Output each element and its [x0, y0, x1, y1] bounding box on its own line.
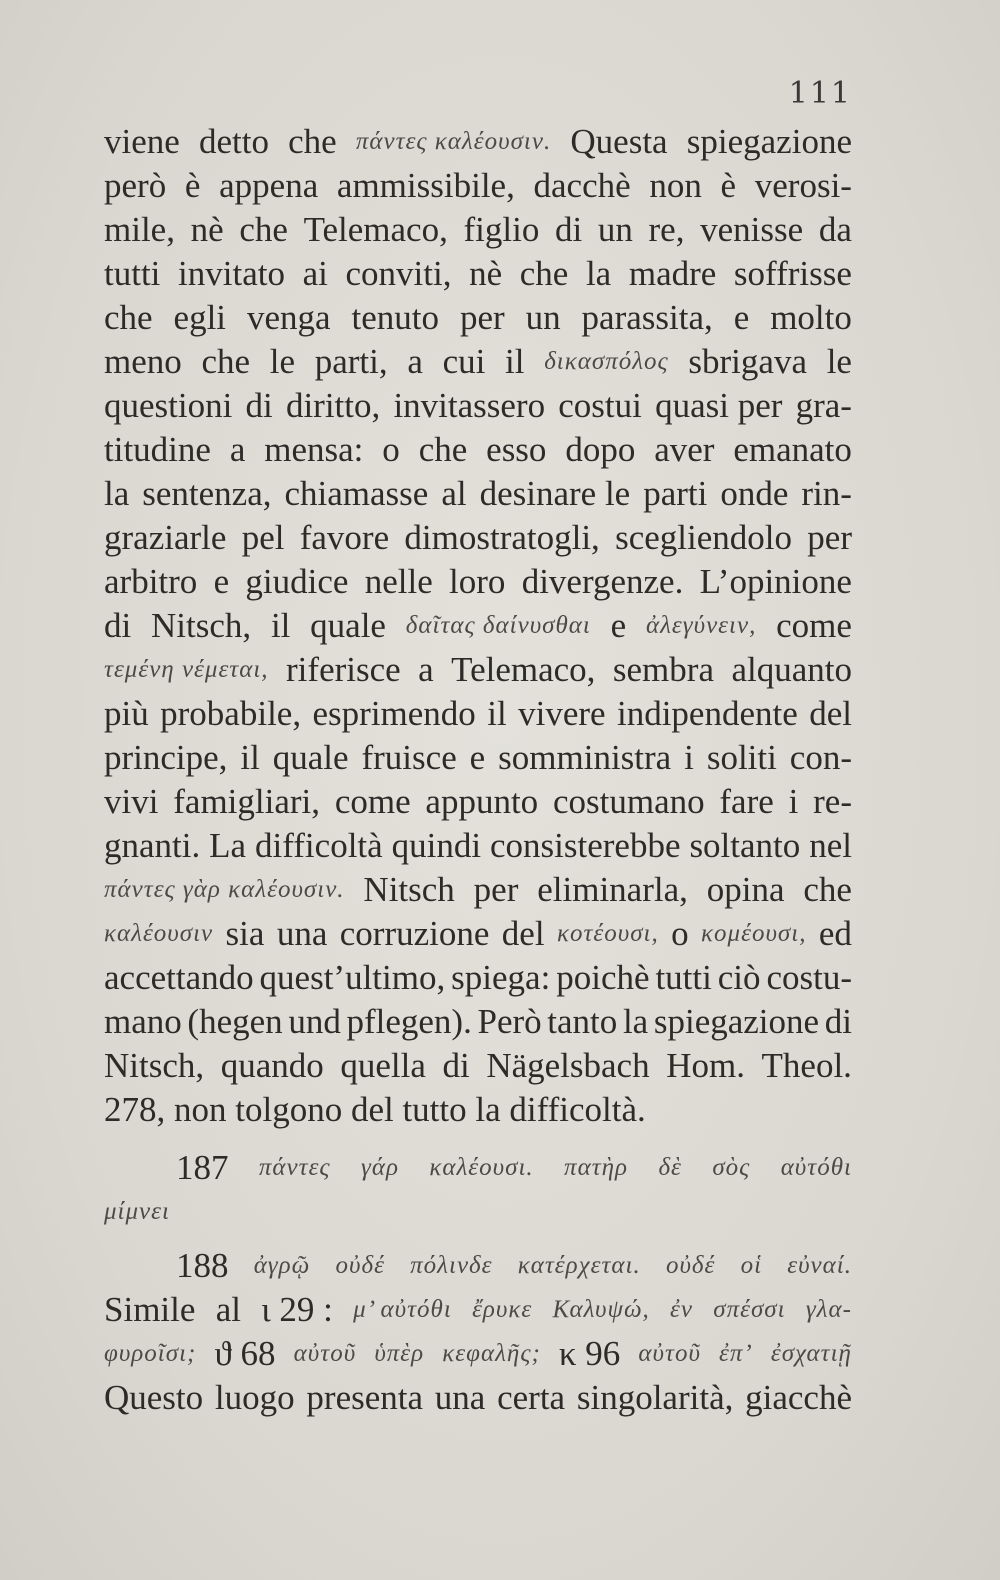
word: spiegazione: [686, 122, 852, 161]
text-line: 278, non tolgono del tutto la difficoltà.: [104, 1090, 646, 1129]
word: quando: [220, 1046, 324, 1085]
word: sia: [225, 914, 265, 953]
word: soffrisse: [733, 254, 852, 293]
word: figlio: [463, 210, 540, 249]
word: le: [269, 342, 296, 381]
word: Questa: [570, 122, 668, 161]
word: quest’ultimo,: [259, 958, 446, 997]
word: Nitsch,: [151, 606, 252, 645]
word: venisse: [700, 210, 804, 249]
text-line: [104, 648, 852, 692]
greek-word: αὐτοῦ: [638, 1340, 701, 1367]
word: i: [788, 782, 799, 821]
text-line: [104, 164, 852, 208]
word: pel: [241, 518, 285, 557]
greek-word: ι 29 :: [261, 1290, 333, 1329]
word: Questo: [104, 1378, 204, 1417]
greek-word: μ’ αὐτόθι: [353, 1296, 452, 1323]
text-line: [104, 1000, 852, 1044]
word: dacchè: [533, 166, 631, 205]
word: che: [519, 254, 569, 293]
word: esso: [486, 430, 547, 469]
word: per: [473, 870, 519, 909]
word: meno: [104, 342, 182, 381]
word: verosi-: [754, 166, 852, 205]
word: quindi: [391, 826, 482, 865]
word: giudice: [245, 562, 349, 601]
word: un: [525, 298, 561, 337]
text-line: [104, 384, 852, 428]
word: quella: [340, 1046, 426, 1085]
word: accettando: [104, 958, 254, 997]
word: e: [733, 298, 750, 337]
word: diritto,: [285, 386, 381, 425]
word: loro: [449, 562, 506, 601]
word: arbitro: [104, 562, 198, 601]
word: luogo: [214, 1378, 295, 1417]
word: nè: [190, 210, 224, 249]
word: tutti: [655, 958, 712, 997]
word: di: [554, 210, 583, 249]
word: la: [104, 474, 130, 513]
greek-word: δικασπόλος: [544, 348, 669, 375]
word: divergenze.: [521, 562, 684, 601]
greek-word: γλα-: [805, 1296, 852, 1323]
greek-word: κ 96: [558, 1334, 621, 1373]
greek-word: ἐπ’: [719, 1340, 753, 1367]
word: però: [104, 166, 167, 205]
word: spiegazione: [653, 1002, 820, 1041]
word: ed: [818, 914, 852, 953]
greek-word: πάντες καλέουσιν.: [355, 128, 552, 155]
word: cui: [442, 342, 486, 381]
word: o: [671, 914, 689, 953]
word: Hom.: [666, 1046, 745, 1085]
word: vivere: [518, 694, 606, 733]
greek-word: ἀλεγύνειν,: [645, 612, 757, 639]
word: come: [334, 782, 411, 821]
word: favore: [299, 518, 390, 557]
greek-word: ϑ 68: [214, 1334, 276, 1373]
greek-word: οἱ: [740, 1252, 763, 1279]
greek-word: κατέρχεται.: [517, 1252, 641, 1279]
word: invitato: [178, 254, 285, 293]
word: Però: [477, 1002, 542, 1041]
word: molto: [770, 298, 852, 337]
word: famigliari,: [173, 782, 321, 821]
body-text: [104, 120, 852, 1420]
word: scegliendolo: [615, 518, 792, 557]
word: sbrigava: [688, 342, 807, 381]
greek-word: ἔρυκε: [472, 1296, 533, 1323]
text-line: [104, 472, 852, 516]
word: il: [487, 694, 507, 733]
word: tanto: [547, 1002, 618, 1041]
word: egli: [173, 298, 227, 337]
greek-word: ἐσχατιῇ: [770, 1340, 852, 1367]
greek-word: πόλινδε: [410, 1252, 493, 1279]
word: al: [441, 474, 467, 513]
word: difficoltà: [255, 826, 383, 865]
word: che: [239, 210, 288, 249]
word: appena: [219, 166, 319, 205]
word: tenuto: [351, 298, 439, 337]
word: corruzione: [339, 914, 490, 953]
greek-word: αὐτοῦ: [293, 1340, 357, 1367]
word: e: [469, 738, 486, 777]
greek-word: δαῖτας δαίνυσθαι: [405, 612, 591, 639]
text-line: [104, 956, 852, 1000]
text-line: [104, 252, 852, 296]
word: certa: [497, 1378, 566, 1417]
greek-word: πάντες γὰρ καλέουσιν.: [104, 876, 345, 903]
word: che: [104, 298, 153, 337]
word: gra-: [795, 386, 852, 425]
word: chiamasse: [284, 474, 429, 513]
word: per: [459, 298, 505, 337]
word: più: [104, 694, 149, 733]
word: quasi per: [655, 386, 783, 425]
word: Simile: [104, 1290, 196, 1329]
word: re-: [813, 782, 852, 821]
word: i: [684, 738, 694, 777]
word: mensa:: [264, 430, 364, 469]
word: Nitsch,: [104, 1046, 205, 1085]
text-line: [104, 516, 852, 560]
word: il: [240, 738, 260, 777]
greek-word: πάντες: [258, 1154, 331, 1181]
word: ciò: [717, 958, 761, 997]
word: poichè: [556, 958, 650, 997]
word: sembra: [612, 650, 714, 689]
greek-word: αὐτόθι: [780, 1154, 852, 1181]
word: conviti,: [345, 254, 452, 293]
word: Telemaco,: [303, 210, 448, 249]
verse-entry-187: [104, 1146, 852, 1190]
simile-line-2: [104, 1332, 852, 1376]
word: viene: [104, 122, 180, 161]
word: e: [610, 606, 627, 645]
word: che: [803, 870, 852, 909]
greek-word: ὑπὲρ: [374, 1340, 425, 1367]
word: il: [505, 342, 525, 381]
word: da: [818, 210, 852, 249]
word: ammissibile,: [336, 166, 515, 205]
final-line: [104, 1376, 852, 1420]
word: indipendente: [616, 694, 798, 733]
greek-word: φυροῖσι;: [104, 1340, 197, 1367]
word: una: [276, 914, 328, 953]
word: gnanti.: [104, 826, 201, 865]
word: di: [442, 1046, 470, 1085]
word: quale: [310, 606, 386, 645]
word: Nägelsbach: [486, 1046, 650, 1085]
word: aver: [654, 430, 715, 469]
text-line: [104, 868, 852, 912]
word: Nitsch: [363, 870, 455, 909]
word: soltanto: [689, 826, 801, 865]
word: desinare le: [479, 474, 631, 513]
page-number: 111: [788, 76, 852, 111]
word: sentenza,: [142, 474, 272, 513]
word: dimostratogli,: [404, 518, 600, 557]
word: 188: [176, 1246, 229, 1285]
word: eliminarla,: [537, 870, 688, 909]
word: il: [270, 606, 291, 645]
paragraph-lines: [104, 120, 852, 1088]
word: la: [622, 1002, 649, 1041]
greek-word: κομέουσι,: [701, 920, 807, 947]
word: opina: [706, 870, 785, 909]
word: dopo: [565, 430, 636, 469]
greek-word: σπέσσι: [713, 1296, 786, 1323]
word: la: [585, 254, 612, 293]
word: e: [213, 562, 230, 601]
word: L’opinione: [699, 562, 852, 601]
word: nè: [469, 254, 503, 293]
word: del: [501, 914, 545, 953]
word: costumano: [552, 782, 705, 821]
greek-word: οὐδέ: [665, 1252, 716, 1279]
word: spiega:: [451, 958, 551, 997]
word: graziarle: [104, 518, 227, 557]
word: pflegen).: [346, 1002, 472, 1041]
text-line: [104, 340, 852, 384]
greek-word: καλέουσιν: [104, 920, 214, 947]
word: di: [104, 606, 132, 645]
word: soliti: [706, 738, 777, 777]
word: costui: [558, 386, 642, 425]
word: detto: [198, 122, 269, 161]
word: Theol.: [761, 1046, 852, 1085]
greek-word: Καλυψώ,: [552, 1296, 650, 1323]
greek-word: εὐναί.: [787, 1252, 852, 1279]
greek-word: οὐδέ: [335, 1252, 385, 1279]
word: a: [229, 430, 246, 469]
word: parassita,: [581, 298, 713, 337]
word: esprimendo: [312, 694, 476, 733]
greek-text: μίμνει: [104, 1198, 170, 1225]
word: giacchè: [745, 1378, 852, 1417]
text-line: [104, 692, 852, 736]
text-line: [104, 296, 852, 340]
word: che: [288, 122, 337, 161]
greek-word: ἐν: [670, 1296, 693, 1323]
word: alquanto: [731, 650, 852, 689]
word: nelle: [364, 562, 433, 601]
word: somministra: [498, 738, 672, 777]
word: und: [288, 1002, 341, 1041]
word: presenta: [306, 1378, 424, 1417]
word: madre: [628, 254, 717, 293]
word: Telemaco,: [451, 650, 596, 689]
text-line: [104, 1044, 852, 1088]
word: una: [434, 1378, 486, 1417]
greek-word: κεφαλῆς;: [442, 1340, 541, 1367]
simile-line: [104, 1288, 852, 1332]
word: singolarità,: [576, 1378, 734, 1417]
text-line: [104, 736, 852, 780]
paragraph-last-line: [104, 1088, 852, 1132]
word: costu-: [766, 958, 852, 997]
text-line: [104, 120, 852, 164]
word: nel: [809, 826, 852, 865]
word: invitassero: [393, 386, 546, 425]
word: venga: [246, 298, 331, 337]
greek-word: δὲ: [658, 1154, 682, 1181]
word: con-: [789, 738, 852, 777]
word: principe,: [104, 738, 228, 777]
word: La: [209, 826, 247, 865]
word: emanato: [733, 430, 852, 469]
text-line: [104, 780, 852, 824]
text-line: [104, 560, 852, 604]
word: che: [418, 430, 468, 469]
text-line: [104, 824, 852, 868]
word: al: [215, 1290, 241, 1329]
word: re,: [648, 210, 685, 249]
word: del: [809, 694, 852, 733]
word: tutti: [104, 254, 161, 293]
word: a: [418, 650, 434, 689]
word: come: [776, 606, 852, 645]
greek-word: τεμένη νέμεται,: [104, 656, 269, 683]
word: appunto: [425, 782, 539, 821]
text-line: [104, 208, 852, 252]
word: mile,: [104, 210, 175, 249]
word: a: [407, 342, 423, 381]
word: vivi: [104, 782, 159, 821]
greek-word: καλέουσι.: [429, 1154, 534, 1181]
text-line: [104, 428, 852, 472]
word: fruisce: [361, 738, 457, 777]
word: (hegen: [187, 1002, 283, 1041]
word: fare: [719, 782, 774, 821]
verse-entry-187-continuation: [104, 1190, 852, 1234]
word: parti: [643, 474, 708, 513]
word: di: [245, 386, 273, 425]
verse-entry-188: [104, 1244, 852, 1288]
word: onde: [720, 474, 789, 513]
word: o: [382, 430, 400, 469]
greek-word: κοτέουσι,: [556, 920, 659, 947]
word: titudine: [104, 430, 211, 469]
word: quale: [272, 738, 349, 777]
word: che: [201, 342, 251, 381]
word: ai: [302, 254, 328, 293]
word: 187: [176, 1148, 229, 1187]
greek-word: ἀγρῷ: [253, 1252, 311, 1279]
word: è: [184, 166, 201, 205]
word: questioni: [104, 386, 233, 425]
greek-word: σὸς: [712, 1154, 751, 1181]
word: mano: [104, 1002, 182, 1041]
word: probabile,: [160, 694, 302, 733]
word: un: [597, 210, 633, 249]
word: riferisce: [286, 650, 401, 689]
word: di: [824, 1002, 852, 1041]
greek-word: γάρ: [360, 1154, 399, 1181]
greek-word: πατὴρ: [564, 1154, 629, 1181]
word: le: [826, 342, 852, 381]
text-line: [104, 604, 852, 648]
word: rin-: [801, 474, 852, 513]
text-line: [104, 912, 852, 956]
word: è: [720, 166, 737, 205]
word: non: [649, 166, 702, 205]
word: parti,: [314, 342, 388, 381]
word: per: [807, 518, 852, 557]
word: consisterebbe: [490, 826, 681, 865]
